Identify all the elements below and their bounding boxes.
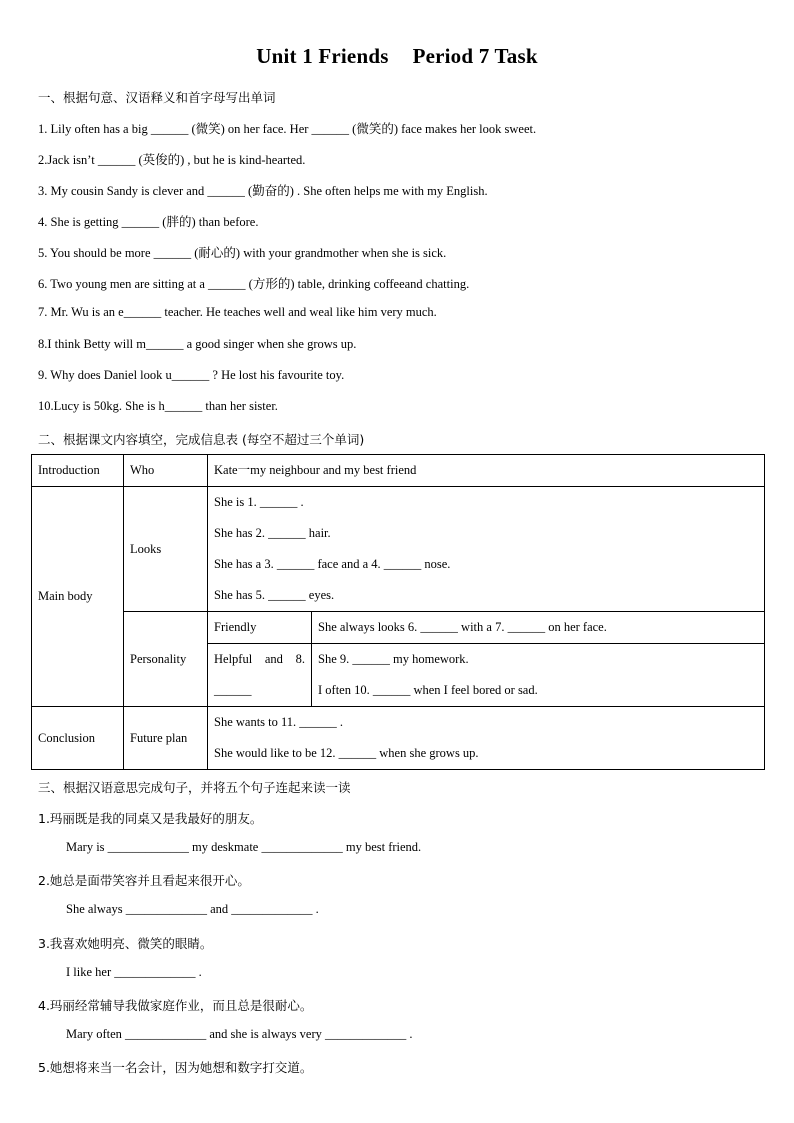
s3-item-3-en: I like her _____________ . (66, 965, 202, 979)
header-kate: Kate一my neighbour and my best friend (208, 455, 765, 487)
conclusion-label: Conclusion (32, 707, 124, 770)
section1-heading: 一、根据句意、汉语释义和首字母写出单词 (38, 90, 276, 105)
section3-heading: 三、根据汉语意思完成句子，并将五个句子连起来读一读 (38, 780, 351, 795)
header-introduction: Introduction (32, 455, 124, 487)
looks-line-4: She has 5. ______ eyes. (214, 588, 335, 602)
conclusion-row (32, 707, 765, 770)
looks-line-3: She has a 3. ______ face and a 4. ______ nose. (214, 557, 451, 571)
title-period: Period 7 Task (412, 44, 538, 68)
conclusion-line-1: She wants to 11. ______ . (214, 715, 344, 729)
future-plan-label: Future plan (124, 707, 208, 770)
helpful-blank: ______ (214, 683, 252, 697)
main-body-label: Main body (32, 487, 124, 707)
conclusion-line-2: She would like to be 12. ______ when she grows up. (214, 746, 479, 760)
s3-item-2-en: She always _____________ and _____________ . (66, 902, 319, 916)
s3-item-4-en: Mary often _____________ and she is always very _____________ . (66, 1027, 413, 1041)
s3-item-1-en: Mary is _____________ my deskmate _____________ my best friend. (66, 840, 422, 854)
looks-label: Looks (124, 487, 208, 612)
helpful-and: and (264, 652, 283, 666)
looks-line-2: She has 2. ______ hair. (214, 526, 331, 540)
personality-label: Personality (124, 612, 208, 707)
helpful-line-1: She 9. ______ my homework. (318, 652, 469, 666)
s1-item-10: 10.Lucy is 50kg. She is h______ than her sister. (38, 399, 278, 413)
looks-line-1: She is 1. ______ . (214, 495, 304, 509)
s1-item-9: 9. Why does Daniel look u______ ? He lost his favourite toy. (38, 368, 345, 382)
helpful-cell (312, 644, 765, 707)
helpful-number: 8. (295, 652, 305, 666)
info-table (31, 454, 765, 770)
table-header-row (32, 455, 765, 487)
looks-cell (208, 487, 765, 612)
s3-item-5-cn: 5.她想将来当一名会计，因为她想和数字打交道。 (38, 1060, 313, 1075)
page-title (0, 44, 794, 69)
s1-item-6: 6. Two young men are sitting at a ______ (方形的) table, drinking coffeeand chatting. (38, 277, 470, 291)
helpful-label (208, 644, 312, 707)
s1-item-5: 5. You should be more ______ (耐心的) with your grandmother when she is sick. (38, 246, 447, 260)
conclusion-cell (208, 707, 765, 770)
s1-item-7: 7. Mr. Wu is an e______ teacher. He teaches well and weal like him very much. (38, 305, 437, 319)
s1-item-4: 4. She is getting ______ (胖的) than before. (38, 215, 259, 229)
friendly-label: Friendly (208, 612, 312, 644)
s1-item-3: 3. My cousin Sandy is clever and ______ (勤奋的) . She often helps me with my English. (38, 184, 488, 198)
header-who: Who (124, 455, 208, 487)
s3-item-2-cn: 2.她总是面带笑容并且看起来很开心。 (38, 873, 250, 888)
looks-row (32, 487, 765, 612)
section2-heading: 二、根据课文内容填空，完成信息表 (每空不超过三个单词) (38, 432, 365, 447)
s1-item-8: 8.I think Betty will m______ a good singer when she grows up. (38, 337, 357, 351)
helpful-line-2: I often 10. ______ when I feel bored or sad. (318, 683, 538, 697)
title-unit: Unit 1 Friends (256, 44, 389, 68)
helpful-word: Helpful (214, 652, 253, 666)
helpful-label-line (214, 644, 305, 675)
s3-item-4-cn: 4.玛丽经常辅导我做家庭作业，而且总是很耐心。 (38, 998, 313, 1013)
friendly-text: She always looks 6. ______ with a 7. ______ on her face. (312, 612, 765, 644)
friendly-row (32, 612, 765, 644)
s3-item-1-cn: 1.玛丽既是我的同桌又是我最好的朋友。 (38, 811, 263, 826)
s1-item-2: 2.Jack isn’t ______ (英俊的) , but he is kind-hearted. (38, 153, 306, 167)
s3-item-3-cn: 3.我喜欢她明亮、微笑的眼睛。 (38, 936, 213, 951)
s1-item-1: 1. Lily often has a big ______ (微笑) on her face. Her ______ (微笑的) face makes her look sweet. (38, 122, 537, 136)
